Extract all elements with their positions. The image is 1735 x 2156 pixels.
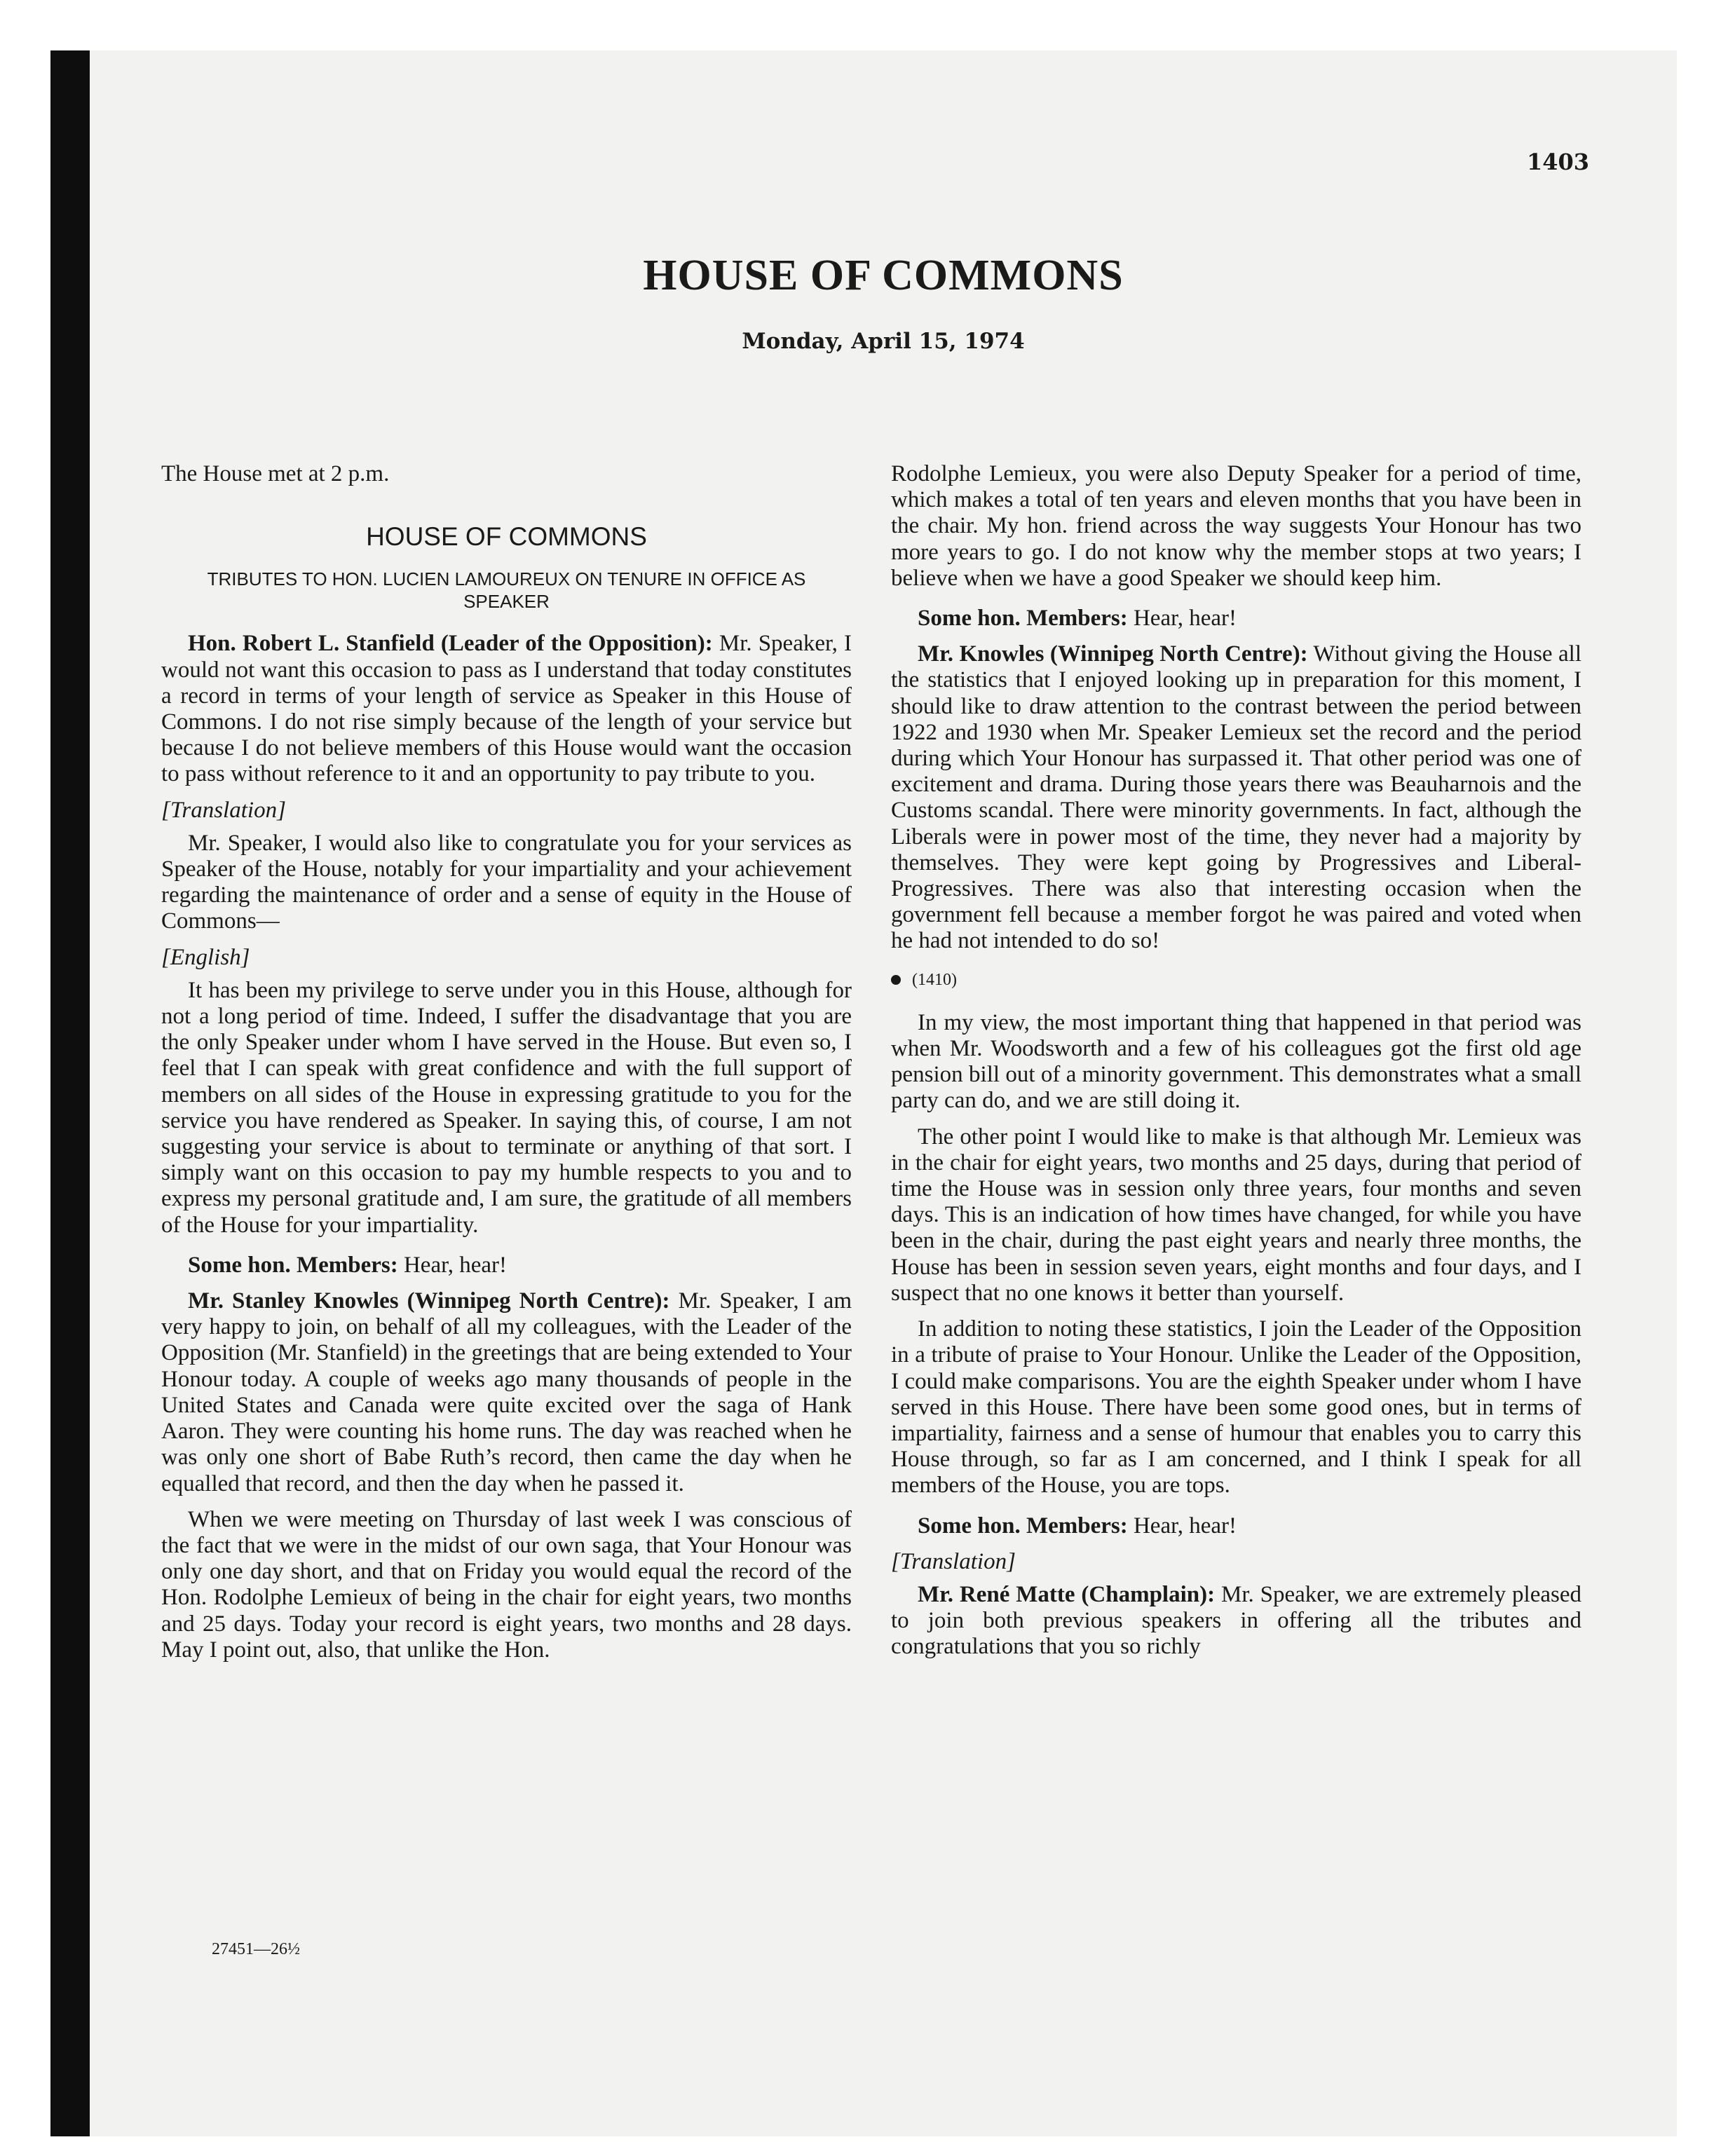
speech-paragraph [161,1253,852,1278]
speech-paragraph [891,641,1581,954]
speech-paragraph: In addition to noting these statistics, I join the Leader of the Opposition in a tribute of praise to Your Honour. Unlike the Leader of the Opposition, I could make comparisons. You are the eighth Speaker under whom I have served in this House. There have been some good ones, but in terms of impartiality, fairness and a sense of humour that enables you to carry this House through, so far as I am concerned, and I think I speak for all members of the House, you are tops. [891,1316,1581,1499]
speaker-name: Hon. Robert L. Stanfield (Leader of the Opposition): [188,631,713,657]
page-number: 1403 [1526,149,1589,175]
language-marker: [English] [161,944,250,970]
sitting-date: Monday, April 15, 1974 [742,329,1025,354]
language-marker: [Translation] [161,797,286,823]
speech-paragraph: When we were meeting on Thursday of last week I was conscious of the fact that we were in the midst of our own saga, that Your Honour was only one day short, and that on Friday you would equal the record of the Hon. Rodolphe Lemieux of being in the chair for eight years, two months and 25 days. Today your record is eight years, two months and 28 days. May I point out, also, that unlike the Hon. [161,1506,852,1663]
speech-text: Hear, hear! [1127,606,1237,632]
speech-paragraph [161,1288,852,1497]
speaker-name: Some hon. Members: [918,1513,1128,1538]
speech-text: Hear, hear! [397,1252,508,1278]
opening-line: The House met at 2 p.m. [161,461,390,486]
left-column [161,461,852,1673]
speech-text: Mr. Speaker, we are extremely pleased to join both previous speakers in offering all the tributes and congratulations that you so richly [891,1581,1581,1660]
speech-paragraph [161,631,852,787]
speech-paragraph: Mr. Speaker, I would also like to congratulate you for your services as Speaker of the House, notably for your impartiality and your achievement regarding the maintenance of order and a sense of equity in the House of Commons— [161,830,852,934]
section-subhead: TRIBUTES TO HON. LUCIEN LAMOUREUX ON TENURE IN OFFICE AS SPEAKER [207,568,806,613]
time-marker-label: (1410) [912,970,957,989]
speaker-name: Some hon. Members: [918,606,1128,632]
page-title: HOUSE OF COMMONS [643,252,1124,299]
speaker-name: Mr. René Matte (Champlain): [918,1581,1216,1607]
speech-text: Mr. Speaker, I would not want this occasion to pass as I understand that today constitutes a record in terms of your length of service as Speaker in this House of Commons. I do not rise simply because of the length of your service but because I do not believe members of this House would want the occasion to pass without reference to it and an opportunity to pay tribute to you. [161,631,852,787]
speech-text: Without giving the House all the statistics that I enjoyed looking up in preparation for this moment, I should like to draw attention to the contrast between the period between 1922 and 1930 when Mr. Speaker Lemieux set the record and the period during which Your Honour has surpassed it. That other period was one of excitement and drama. During those years there was Beauharnois and the Customs scandal. There were minority governments. In fact, although the Liberals were in power most of the time, they never had a majority by themselves. They were kept going by Progressives and Liberal-Progressives. There was also that interesting occasion when the government fell because a member forgot he was paired and voted when he had not intended to do so! [891,641,1582,954]
speech-paragraph [891,606,1581,632]
speech-paragraph [891,1582,1581,1660]
section-title: HOUSE OF COMMONS [366,522,647,552]
speech-paragraph [891,1513,1581,1539]
scan-edge [50,50,90,2136]
time-marker [891,967,1581,993]
speaker-name: Some hon. Members: [188,1252,398,1278]
speech-text: Mr. Speaker, I am very happy to join, on behalf of all my colleagues, with the Leader of the Opposition (Mr. Stanfield) in the greetings that are being extended to Your Honour today. A couple of weeks ago many thousands of people in the United States and Canada were quite excited over the saga of Hank Aaron. They were counting his home runs. The day was reached when he was only one short of Babe Ruth’s record, then came the day when he equalled that record, and then the day when he passed it. [161,1288,852,1496]
print-code: 27451—26½ [212,1940,300,1958]
right-column [891,461,1581,1670]
bullet-icon [891,975,901,985]
speech-text: Hear, hear! [1127,1513,1237,1538]
speech-paragraph: The other point I would like to make is that although Mr. Lemieux was in the chair for eight years, two months and 25 days, during that period of time the House was in session only three years, four months and seven days. This is an indication of how times have changed, for while you have been in the chair, during the past eight years and nearly three months, the House has been in session seven years, eight months and four days, and I suspect that no one knows it better than yourself. [891,1124,1581,1306]
speaker-name: Mr. Stanley Knowles (Winnipeg North Centre): [188,1288,670,1314]
masthead [90,251,1677,354]
speech-paragraph: In my view, the most important thing that happened in that period was when Mr. Woodsworth and a few of his colleagues got the first old age pension bill out of a minority government. This demonstrates what a small party can do, and we are still doing it. [891,1009,1581,1114]
language-marker: [Translation] [891,1548,1016,1574]
speaker-name: Mr. Knowles (Winnipeg North Centre): [918,641,1308,667]
speech-paragraph: It has been my privilege to serve under you in this House, although for not a long period of time. Indeed, I suffer the disadvantage that you are the only Speaker under whom I have served in the House. But even so, I feel that I can speak with great confidence and with the full support of members on all sides of the House in expressing gratitude to you for the service you have rendered as Speaker. In saying this, of course, I am not suggesting your service is about to terminate or anything of that sort. I simply want on this occasion to pay my humble respects to you and to express my personal gratitude and, I am sure, the gratitude of all members of the House for your impartiality. [161,977,852,1238]
speech-paragraph: Rodolphe Lemieux, you were also Deputy Speaker for a period of time, which makes a total of ten years and eleven months that you have been in the chair. My hon. friend across the way suggests Your Honour has two more years to go. I do not know why the member stops at two years; I believe when we have a good Speaker we should keep him. [891,461,1581,591]
